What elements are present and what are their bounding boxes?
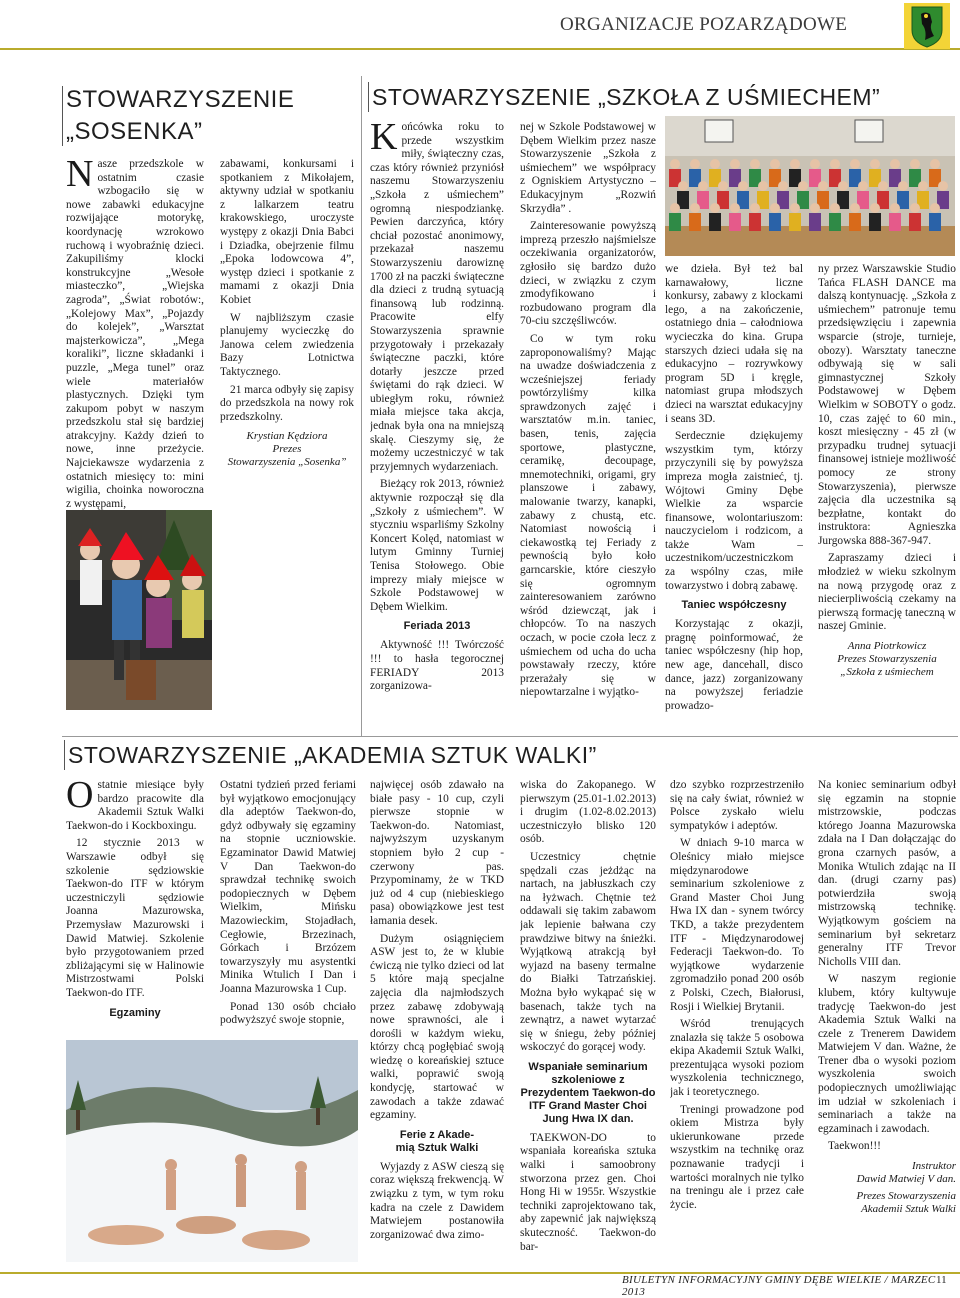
szkola-c1-p2: Bieżący rok 2013, również aktywnie rozpoczął się dla „Szkoły z uśmiechem”. W styczniu wsparliśmy Szkolny Koncert Kolęd, natomiast w lutym Gminny Turniej Tenisa Stołowego. Obie imprezy miały miejsce w Szkole Podstawowej w Dębem Wielkim.	[370, 478, 504, 613]
sosenka-col2-p2: W najbliższym czasie planujemy wycieczkę do Janowa celem zwiedzenia Bazy Lotnictwa Taktycznego.	[220, 311, 354, 378]
akademia-c5-p3: Wśród trenujących znalazła się także 5 osobowa ekipa Akademii Sztuk Walki, prezentująca wysoki poziom wyszkolenia technicznego, jak i teoretycznego.	[670, 1018, 804, 1099]
akademia-column-3	[370, 779, 504, 1254]
akademia-c3-subheading-1: Ferie z Akade-	[399, 1128, 475, 1141]
akademia-c3-subheading-2: mią Sztuk Walki	[395, 1141, 479, 1154]
akademia-sig-3: Prezes Stowarzyszenia	[856, 1190, 956, 1203]
akademia-c3-subheading	[370, 1129, 504, 1155]
akademia-dropcap: O	[66, 779, 94, 816]
akademia-sig-2: Dawid Matwiej V dan.	[856, 1173, 956, 1186]
szkola-c1-p3: Aktywność !!! Twórczość !!! to hasła tegorocznej FERIADY 2013 zorganizowa-	[370, 639, 504, 693]
szkola-c2-p3: Co w tym roku zaproponowaliśmy? Mając na uwadze doświadczenia z wcześniejszej feriady powtórzyliśmy kilka sprawdzonych zajęć i warsztatów m.in. taniec, basen, tenis, zajęcia sportowe, plastyczne, ceramikę, decoupage, mnemotechniki, origami, gry planszowe i zabawy, malowanie twarzy, kanapki, zabawy z chustą, etc. Natomiast nowością i ciekawostką tej Feriady z pewnością było koło garncarskie, które cieszyło się ogromnym zainteresowaniem zarówno wśród dziewcząt, jak i chłopców. To na naszych oczach, w pocie czoła lecz z uśmiechem od ucha do ucha powstawały rzeczy, które przerażały się w niepowtarzalne i wyjątko-	[520, 332, 656, 699]
sosenka-sig-role2: Stowarzyszenia „Sosenka”	[227, 456, 347, 469]
sosenka-column-2	[220, 158, 354, 498]
sosenka-sig-name: Krystian Kędziora	[246, 430, 328, 443]
akademia-column-4	[520, 779, 656, 1254]
akademia-signature	[818, 1160, 956, 1216]
sosenka-sig-role1: Prezes	[272, 443, 302, 456]
akademia-column-5	[670, 779, 804, 1254]
szkola-c2-p2: Zainteresowanie powyższą imprezą przeszło najśmielsze oczekiwania organizatorów, zgłosiło się bardzo dużo dzieci, w związku z czym zmodyfikowano i rozbudowano program dla 70-ciu szczęśliwców.	[520, 220, 656, 328]
footer-page-number: 11	[936, 1274, 947, 1286]
akademia-c4-p1: wiska do Zakopanego. W pierwszym (25.01-1.02.2013) i drugim (1.02-8.02.2013) uczestniczyło blisko 120 osób.	[520, 779, 656, 846]
akademia-sig-4: Akademii Sztuk Walki	[861, 1203, 956, 1216]
sosenka-signature	[220, 430, 354, 469]
szkola-sig-name: Anna Piotrkowicz	[847, 640, 927, 653]
szkola-c4-p1: ny przez Warszawskie Studio Tańca FLASH DANCE ma dalszą kontynuację. „Szkoła z uśmiechem” patronuje temu przedsięwzięciu i zapewnia wsparcie (stroje, turnieje, obozy). Warsztaty taneczne odbywają się w sali gimnastycznej Szkoły Podstawowej w Dębem Wielkim w SOBOTY o godz. 10, czas zajęć to 60 min., koszt miesięczny - 45 zł (w przypadku trudnej sytuacji finansowej istnieje możliwość pomocy ze strony Stowarzyszenia), pierwsze zajęcia dla uczestnika są bezpłatne, kontakt do instruktora: Agnieszka Jurgowska 888-367-947.	[818, 263, 956, 547]
szkola-sig-role2: „Szkoła z uśmiechem	[840, 666, 934, 679]
sosenka-col2-p1: zabawami, konkursami i spotkaniem z Mikołajem, aktywny udział w spotkaniu z lalkarzem teatru krakowskiego, uroczyste występy z okazji Dnia Babci i Dziadka, obejrzenie filmu „Epoka lodowcowa 4”, występ dzieci i spotkanie z mamami z okazji Dnia Kobiet	[220, 158, 354, 306]
akademia-c4-p3: TAEKWON-DO to wspaniała koreańska sztuka walki i samoobrony stworzona przez gen. Choi Hong Hi w 1955r. Wszystkie techniki zaprojektowano tak, aby zapewnić jak największą skuteczność. Taekwon-do bar-	[520, 1131, 656, 1253]
akademia-c1-subheading: Egzaminy	[109, 1006, 161, 1019]
szkola-c4-p2: Zapraszamy dzieci i młodzież w wieku szkolnym na nową przygodę oraz z niecierpliwością czekamy na pierwszą formację taneczną w naszej Gminie.	[818, 552, 956, 633]
sosenka-divider	[361, 76, 362, 736]
szkola-c1-p1: ońcówka roku to przede wszystkim miły, świąteczny czas, czas który również przyniósł naszemu Stowarzyszeniu „Szkoła z uśmiechem” ogromną niespodziankę. Pewien darczyńca, który chciał pozostać anonimowy, przekazał naszemu Stowarzyszeniu darowiznę 1700 zł na paczki świąteczne dla dzieci z trudną sytuacją finansową lub rodzinną. Pracowite elfy Stowarzyszenia sprawnie przygotowały i przekazały świąteczne paczki, które dotarły jeszcze przed świętami do rąk dzieci. W ubiegłym roku, również miała miejsce taka akcja, jednak była ona na mniejszą skalę. Cieszymy się, że możemy uczestniczyć w tak przyjemnych wydarzeniach.	[370, 121, 504, 473]
sosenka-title	[66, 88, 346, 144]
szkola-c3-p2: Serdecznie dziękujemy wszystkim tym, którzy przyczynili się by powyższa impreza mogła zaistnieć, tj. Wójtowi Gminy Dębe Wielkie za wsparcie finansowe, wolontariuszom: nauczycielom i rodzicom, a także Wam – uczestnikom/uczestniczkom za wspólny czas, miłe towarzystwo i dobrą zabawę.	[665, 430, 803, 592]
szkola-column-4	[818, 263, 956, 723]
akademia-c4-p2: Uczestnicy chętnie spędzali czas jeżdżąc na nartach, na jabłuszkach czy na łyżwach. Chętnie też oddawali się takim zabawom jak lepienie bałwana czy prawdziwe bitwy na śnieżki. Wyjątkową atrakcją był wyjazd na baseny termalne do Białki Tatrzańskiej. Można było wykąpać się w basenach, także tych na zewnątrz, a nawet wytarzać się w śniegu, żeby później wskoczyć do gorącej wody.	[520, 850, 656, 1054]
akademia-column-1	[66, 779, 204, 1039]
szkola-c3-subheading: Taniec współczesny	[681, 599, 787, 612]
akademia-title: STOWARZYSZENIE „AKADEMIA SZTUK WALKI”	[68, 742, 597, 768]
szkola-c3-p1: we dzieła. Był też bal karnawałowy, liczne konkursy, zabawy z klockami lego, a na zakończenie, ostatniego dnia – całodniowa wycieczka do kina. Grupa starszych dzieci udała się na edukacyjno – rozrywkowy program 5D i kręgle, natomiast grupa młodszych dzieci na warsztat edukacyjny i seans 3D.	[665, 263, 803, 425]
akademia-c1-p2: 12 stycznie 2013 w Warszawie odbył się szkolenie sędziowskie Taekwon-do ITF w którym uczestniczyli sędziowie Joanna Mazurowska, Przemysław Mazurowski i Dawid Matwiej. Szkolenie było przygotowaniem przed zbliżającymi się w Halinowie Mistrzostwami Polski Taekwon-do ITF.	[66, 837, 204, 999]
footer-publication: BIULETYN INFORMACYJNY GMINY DĘBE WIELKIE / MARZEC 2013	[622, 1274, 936, 1298]
akademia-c5-p4: Treningi prowadzone pod okiem Mistrza były ukierunkowane przede wszystkim na technikę oraz poznawanie tradycji i wartości moralnych nie tylko na treningu ale i przez całe życie.	[670, 1103, 804, 1211]
akademia-c1-p1: statnie miesiące były bardzo pracowite dla Akademii Sztuk Walki Taekwon-do i Kockboxingu.	[66, 779, 204, 832]
sosenka-title-rule	[62, 86, 63, 146]
akademia-snow-photo	[66, 1040, 358, 1262]
sosenka-title-line1: STOWARZYSZENIE	[66, 86, 295, 113]
szkola-title-rule	[368, 82, 369, 112]
sosenka-col1-text: asze przedszkole w ostatnim czasie wzbogaciło się w nowe zabawki edukacyjne rozwijające motorykę, koordynację wzrokowo ruchową i wyobraźnię dzieci. Zakupiliśmy klocki konstrukcyjne „Wesołe miasteczko”, „Wiejska zagroda”, „Świat robotów:, „Kolejowy Max”, „Pojazdy do kolejek”, „Warsztat majsterkowicza”, „Mega koraliki”, liczne składanki i puzzle, „Mega tunel” oraz wiele materiałów plastycznych. Dzięki tym zakupom pobyt w naszym przedszkolu stał się bardziej atrakcyjny. Każdy dzień to nowe, inne przeżycie. Najciekawsze wydarzenia z ostatnich miesięcy to: mini wigilia, choinka noworoczna z występami,	[66, 158, 204, 510]
akademia-sig-1: Instruktor	[912, 1160, 956, 1173]
akademia-c3-p2: Dużym osiągnięciem ASW jest to, że w klubie ćwiczą nie tylko dzieci od lat 5 które mają specjalne zajęcia dla najmłodszych przez zabawę zdobywają nowe sprawności, ale i dorośli w każdym wieku, którzy chcą pogłębiać swoją wiedzę o koreańskiej sztuce walki, poprawić swoją kondycję, startować w zawodach a także zdawać egzaminy.	[370, 932, 504, 1122]
akademia-c4-subheading: Wspaniałe seminarium szkoleniowe z Prezydentem Taekwon-do ITF Grand Master Choi Jung Hwa IX dan.	[520, 1060, 656, 1125]
szkola-title: STOWARZYSZENIE „SZKOŁA Z UŚMIECHEM”	[372, 84, 881, 110]
header-section-label: ORGANIZACJE POZARZĄDOWE	[560, 14, 848, 35]
szkola-c3-p3: Korzystając z okazji, pragnę poinformować, że taniec współczesny (hip hop, new age, dancehall, disco dance, jazz) zorganizowany na powyższej feriadzie prowadzo-	[665, 618, 803, 712]
szkola-sig-role1: Prezes Stowarzyszenia	[837, 653, 937, 666]
akademia-c3-p1: najwięcej osób zdawało na białe pasy - 10 cup, czyli pierwsze stopnie w Taekwon-do. Natomiast, najwyższym uzyskanym stopniem było 2 cup - czerwony pas. Przypominamy, że w TKD już od 4 cup (niebieskiego pasa) obowiązkowe jest test łamania desek.	[370, 779, 504, 927]
szkola-c1-subheading: Feriada 2013	[403, 620, 471, 633]
akademia-column-2	[220, 779, 356, 1039]
szkola-c2-p1: nej w Szkole Podstawowej w Dębem Wielkim przez nasze Stowarzyszenie „Szkoła z uśmiechem” we współpracy z Ogniskiem Artystyczno – Edukacyjnym „Rozwiń Skrzydła” .	[520, 121, 656, 215]
akademia-c6-p2: W naszym regionie klubem, który kultywuje tradycję Taekwon-do jest Akademia Sztuk Walki na czele z Trenerem Dawidem Matwiejem V dan. Ważne, że Trener dba o wysoki poziom wyszkolenia swoich podopiecznych umożliwiając im udział w szkoleniach i seminariach a także na egzaminach i zawodach.	[818, 973, 956, 1135]
header-rule	[0, 48, 960, 50]
szkola-column-1	[370, 121, 504, 721]
szkola-column-2	[520, 121, 656, 721]
akademia-c6-p1: Na koniec seminarium odbył się egzamin na stopnie mistrzowskie, podczas którego Joanna Mazurowska zdała na I Dan dołączając do grona czarnych pasów, a Monika Wtulich zdając na II dan. (drugi czarny pas) potwierdziła swoją mistrzowską technikę. Wyjątkowym gościem na seminarium był sekretarz generalny ITF Trevor Nicholls VIII dan.	[818, 779, 956, 968]
akademia-c5-p2: W dniach 9-10 marca w Oleśnicy miało miejsce międzynarodowe seminarium szkoleniowe z Grand Master Choi Jung Hwa IX dan - synem twórcy TKD, a także prezydentem ITF - Międzynarodowej Federacji Taekwon-do. To wyjątkowe wydarzenie zgromadziło ponad 200 osób z Polski, Czech, Białorusi, Rosji i Wielkiej Brytanii.	[670, 837, 804, 1013]
akademia-c2-p1: Ostatni tydzień przed feriami był wyjątkowo emocjonujący dla adeptów Taekwon-do, gdyż odbywały się egzaminy na stopnie uczniowskie. Egzaminator Dawid Matwiej V Dan Taekwon-do sprawdzał technikę swoich podopiecznych w Dębem Wielkim, Mińsku Mazowieckim, Stojadłach, Cegłowie, Brzezinach, Górkach i Brzózem towarzyszyły mu asystentki Minika Wtulich I Dan i Joanna Mazurowska 1 Cup.	[220, 779, 356, 995]
page-header	[0, 0, 960, 52]
sosenka-photo	[66, 510, 212, 710]
sosenka-column-1	[66, 158, 204, 518]
sosenka-title-line2: „SOSENKA”	[66, 118, 203, 145]
sosenka-col2-p3: 21 marca odbyły się zapisy do przedszkola na nowy rok przedszkolny.	[220, 383, 354, 423]
coat-of-arms-icon	[903, 2, 951, 50]
szkola-dropcap: K	[370, 121, 398, 158]
akademia-column-6	[818, 779, 956, 1254]
akademia-c5-p1: dzo szybko rozprzestrzeniło się na cały świat, również w Polsce zyskało wielu sympatyków i adeptów.	[670, 779, 804, 832]
sosenka-dropcap: N	[66, 158, 94, 195]
szkola-column-3	[665, 263, 803, 723]
akademia-title-rule	[64, 740, 65, 770]
akademia-c6-p3: Taekwon!!!	[828, 1140, 881, 1153]
akademia-c2-p2: Ponad 130 osób chciało podwyższyć swoje stopnie,	[220, 1000, 356, 1027]
akademia-c3-p3: Wyjazdy z ASW cieszą się coraz większą frekwencją. W związku z tym, w tym roku kadra na czele z Dawidem Matwiejem postanowiła zorganizować dwa zimo-	[370, 1160, 504, 1241]
section-divider	[62, 736, 958, 737]
szkola-group-photo	[665, 116, 955, 256]
szkola-signature	[818, 640, 956, 679]
page-footer	[0, 1264, 960, 1298]
